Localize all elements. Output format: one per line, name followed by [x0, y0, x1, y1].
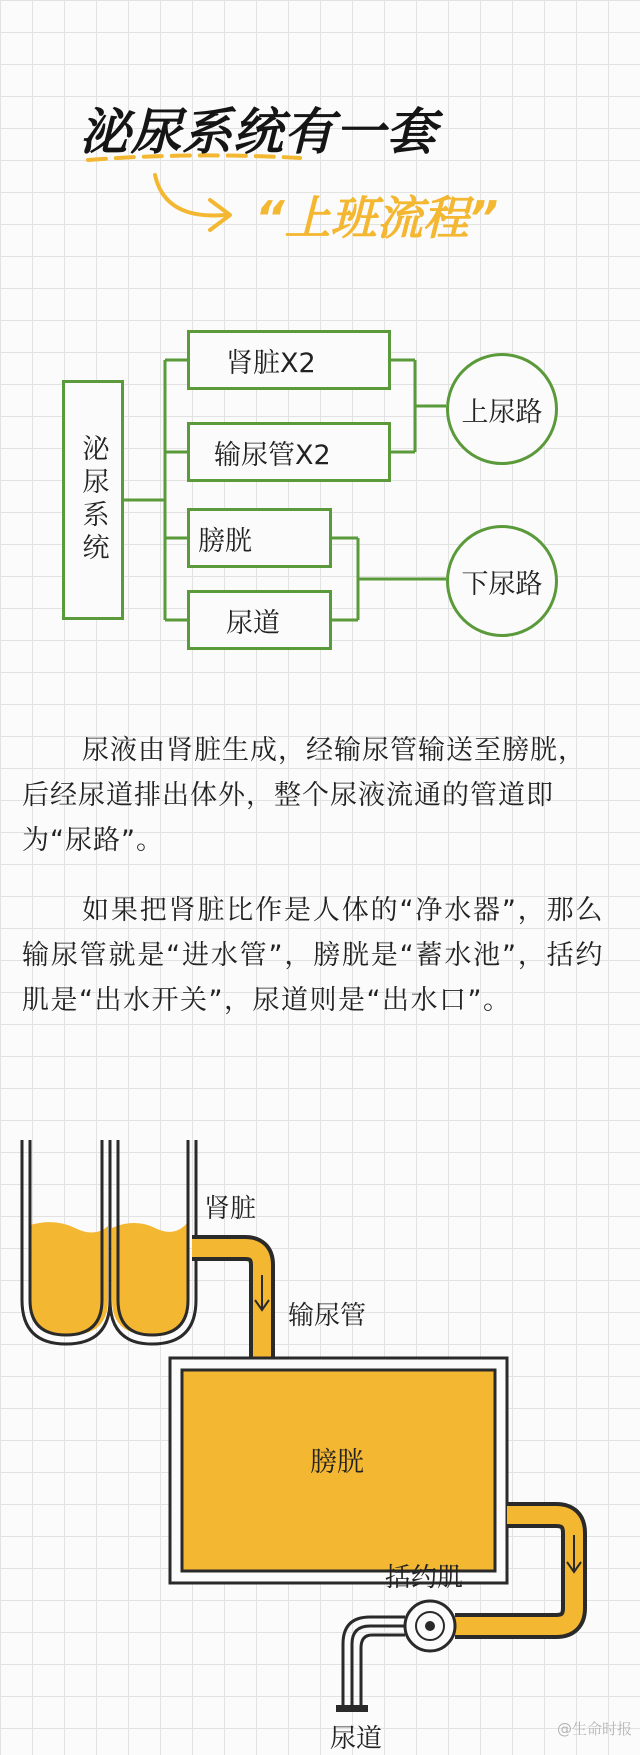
ureter-tube-outline: [192, 1248, 262, 1358]
page-title: 泌尿系统有一套: [80, 103, 437, 161]
tree-node-kidney: [187, 330, 391, 390]
group-lower-urinary-tract: [446, 525, 558, 637]
group-label: 下尿路: [461, 568, 543, 600]
kidney-left-fill: [30, 1222, 108, 1335]
paragraph-urine-flow: 尿液由肾脏生成，经输尿管输送至膀胱，后经尿道排出体外，整个尿液流通的管道即为“尿路”。: [22, 735, 586, 856]
urethra-outlet: [336, 1705, 368, 1712]
label-bladder: 膀胱: [310, 1447, 364, 1478]
group-upper-urinary-tract: [446, 353, 558, 465]
label-sphincter: 括约肌: [385, 1563, 464, 1593]
kidney-right-fill: [112, 1222, 188, 1335]
tree-node-label: 肾脏X2: [226, 347, 316, 379]
watermark: @生命时报: [556, 1720, 632, 1738]
label-urethra: 尿道: [330, 1724, 383, 1754]
tree-node-label: 输尿管X2: [214, 439, 331, 471]
label-kidney: 肾脏: [204, 1194, 257, 1224]
tree-node-ureter: [187, 422, 391, 482]
paragraph-analogy: 如果把肾脏比作是人体的“净水器”，那么输尿管就是“进水管”，膀胱是“蓄水池”，括约肌是“出水开关”，尿道则是“出水口”。: [22, 895, 604, 1016]
tree-root-label: 泌尿系统: [77, 434, 109, 566]
tree-node-label: 尿道: [226, 607, 280, 639]
tree-node-label: 膀胱: [198, 525, 252, 557]
label-ureter: 输尿管: [288, 1301, 367, 1331]
tree-node-bladder: [187, 508, 332, 568]
group-label: 上尿路: [461, 396, 543, 428]
tree-node-urethra: [187, 590, 332, 650]
tree-root-box: [62, 380, 124, 620]
page-subtitle: “上班流程”: [255, 191, 499, 245]
